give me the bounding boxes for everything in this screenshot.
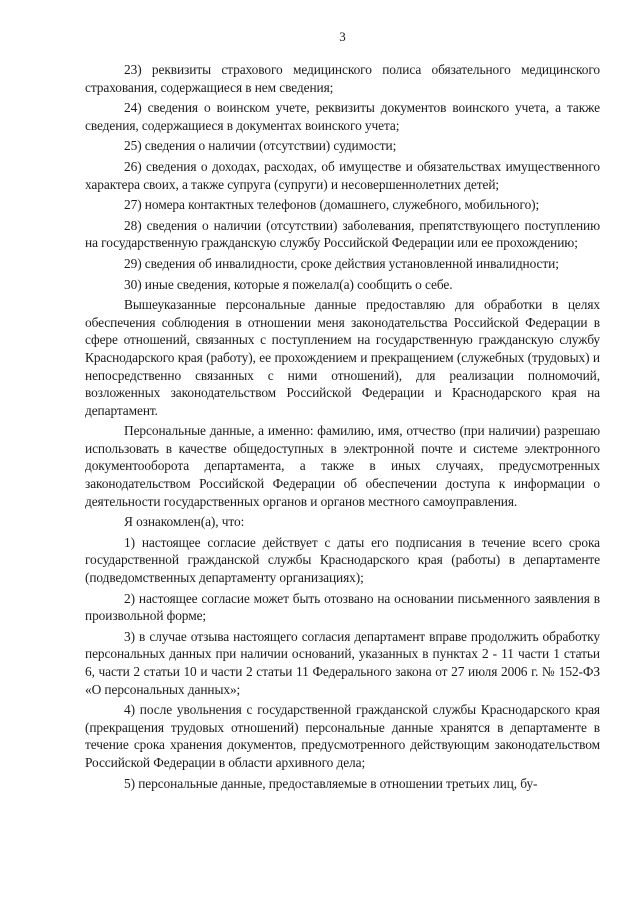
list-item-26: 26) сведения о доходах, расходах, об имуществе и обязательствах имущественного характера своих, а также супруга (супруги) и несовершеннолетних детей; xyxy=(85,158,600,192)
paragraph-public-data: Персональные данные, а именно: фамилию, имя, отчество (при наличии) разрешаю использовать в качестве общедоступных в электронной почте и системе электронного документооборота департамента, а также в иных случаях, предусмотренных законодательством Российской Федерации об обеспечении доступа к информации о деятельности государственных органов и органов местного самоуправления. xyxy=(85,423,600,509)
paragraph-acknowledgement: Я ознакомлен(а), что: xyxy=(124,514,245,530)
acknowledgement-item-4: 4) после увольнения с государственной гражданской службы Краснодарского края (прекращения трудовых отношений) персональные данные хранятся в департаменте в течение срока хранения документов, предусмотренного действующим законодательством Российской Федерации в области архивного дела; xyxy=(85,702,600,770)
list-item-28: 28) сведения о наличии (отсутствии) заболевания, препятствующего поступлению на государственную гражданскую службу Российской Федерации или ее прохождению; xyxy=(85,217,600,251)
list-item-23: 23) реквизиты страхового медицинского полиса обязательного медицинского страхования, содержащиеся в нем сведения; xyxy=(85,62,600,95)
paragraph-purpose: Вышеуказанные персональные данные предоставляю для обработки в целях обеспечения соблюдения в отношении меня законодательства Российской Федерации в сфере отношений, связанных с поступлением на государственную гражданскую службу Краснодарского края (работу), ее прохождением и прекращением (служебных (трудовых) и непосредственно связанных с ними отношений), для реализации полномочий, возложенных законодательством Российской Федерации и Краснодарского края на департамент. xyxy=(85,297,600,418)
page-number: 3 xyxy=(339,29,346,44)
list-item-27: 27) номера контактных телефонов (домашнего, служебного, мобильного); xyxy=(124,197,540,213)
list-item-29: 29) сведения об инвалидности, сроке действия установленной инвалидности; xyxy=(124,255,559,271)
list-item-24: 24) сведения о воинском учете, реквизиты документов воинского учета, а также сведения, содержащиеся в документах воинского учета; xyxy=(85,100,600,133)
document-body xyxy=(85,61,600,792)
acknowledgement-item-2: 2) настоящее согласие может быть отозвано на основании письменного заявления в произвольной форме; xyxy=(85,590,600,624)
acknowledgement-item-1: 1) настоящее согласие действует с даты его подписания в течение всего срока государственной гражданской службы Краснодарского края (работы) в департаменте (подведомственных департаменту организациях); xyxy=(85,534,600,586)
list-item-30: 30) иные сведения, которые я пожелал(а) сообщить о себе. xyxy=(124,276,453,292)
acknowledgement-item-5: 5) персональные данные, предоставляемые в отношении третьих лиц, бу- xyxy=(124,775,538,791)
acknowledgement-item-3: 3) в случае отзыва настоящего согласия департамент вправе продолжить обработку персональных данных при наличии оснований, указанных в пунктах 2 - 11 части 1 статьи 6, части 2 статьи 10 и части 2 статьи 11 Федерального закона от 27 июля 2006 г. № 152-ФЗ «О персональных данных»; xyxy=(85,628,600,697)
list-item-25: 25) сведения о наличии (отсутствии) судимости; xyxy=(124,138,397,154)
